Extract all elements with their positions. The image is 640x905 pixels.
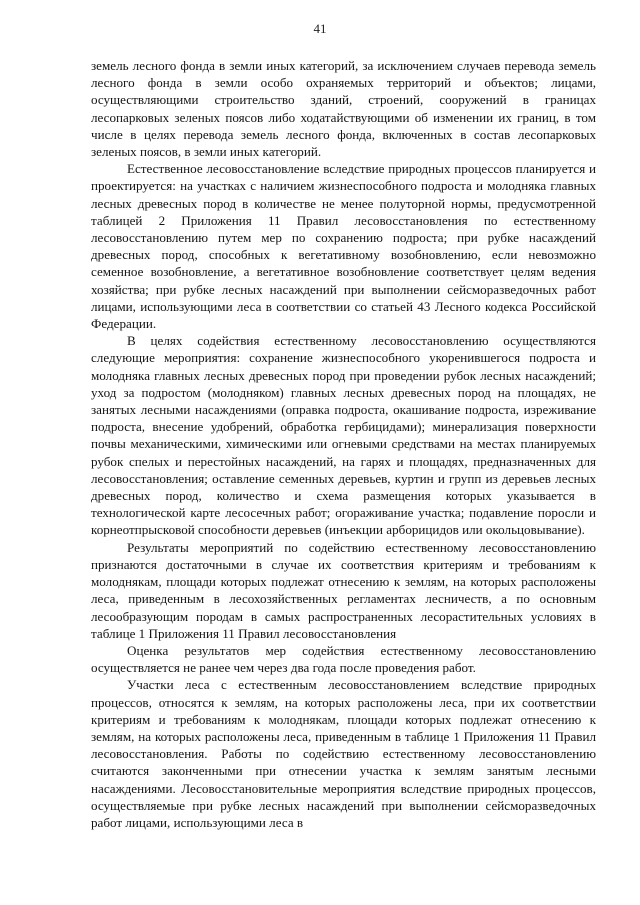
page-number: 41 bbox=[313, 21, 327, 36]
paragraph: В целях содействия естественному лесовосстановлению осуществляются следующие мероприятия: сохранение жизнеспособного укоренившегося подроста и молодняка главных лесных древесных пород при проведении рубок лесных насаждений; уход за подростом (молодняком) главных лесных древесных пород на площадях, не занятых лесными насаждениями (оправка подроста, окашивание подроста, изреживание подроста, внесение удобрений, обработка гербицидами); минерализация поверхности почвы механическими, химическими или огневыми средствами на местах планируемых рубок спелых и перестойных насаждений, на гарях и площадях, предназначенных для лесовосстановления; оставление семенных деревьев, куртин и групп из деревьев лесных древесных пород, количество и схема размещения которых указывается в технологической карте лесосечных работ; огораживание участка; подавление поросли и корнеотпрысковой способности деревьев (инъекции арборицидов или окольцовывание). bbox=[91, 333, 596, 538]
paragraph: Естественное лесовосстановление вследствие природных процессов планируется и проектируется: на участках с наличием жизнеспособного подроста и молодняка главных лесных древесных пород в количестве не менее полуторной нормы, предусмотренной таблицей 2 Приложения 11 Правил лесовосстановления по естественному лесовосстановлению путем мер по сохранению подроста; при рубке насаждений древесных пород, способных к вегетативному возобновлению, если невозможно семенное возобновление, а вегетативное возобновление соответствует целям ведения хозяйства; при рубке лесных насаждений при выполнении сейсморазведочных работ лицами, использующими леса в соответствии со статьей 43 Лесного кодекса Российской Федерации. bbox=[91, 161, 596, 332]
paragraph: Результаты мероприятий по содействию естественному лесовосстановлению признаются достаточными в случае их соответствия критериям и требованиям к молоднякам, площади которых подлежат отнесению к землям, на которых расположены леса, приведенным в лесохозяйственных регламентах лесничеств, а по основным лесообразующим породам в самых распространенных лесорастительных условиях в таблице 1 Приложения 11 Правил лесовосстановления bbox=[91, 539, 596, 641]
document-body bbox=[91, 57, 596, 831]
paragraph: земель лесного фонда в земли иных категорий, за исключением случаев перевода земель лесного фонда в земли особо охраняемых территорий и объектов; лицами, осуществляющими строительство зданий, строений, сооружений в границах лесопарковых зеленых поясов либо ходатайствующими об изменении их границ, в том числе в целях перевода земель лесного фонда, включенных в состав лесопарковых зеленых поясов, в земли иных категорий. bbox=[91, 58, 596, 160]
paragraph: Оценка результатов мер содействия естественному лесовосстановлению осуществляется не ранее чем через два года после проведения работ. bbox=[91, 642, 596, 676]
paragraph: Участки леса с естественным лесовосстановлением вследствие природных процессов, относятся к землям, на которых расположены леса, при их соответствии критериям и требованиям к молоднякам, площади которых подлежат отнесению к землям, на которых расположены леса, приведенным в таблице 1 Приложения 11 Правил лесовосстановления. Работы по содействию естественному лесовосстановлению считаются законченными при отнесении участка к землям занятым лесными насаждениями. Лесовосстановительные мероприятия вследствие природных процессов, осуществляемые при рубке лесных насаждений при выполнении сейсморазведочных работ лицами, использующими леса в bbox=[91, 677, 596, 830]
